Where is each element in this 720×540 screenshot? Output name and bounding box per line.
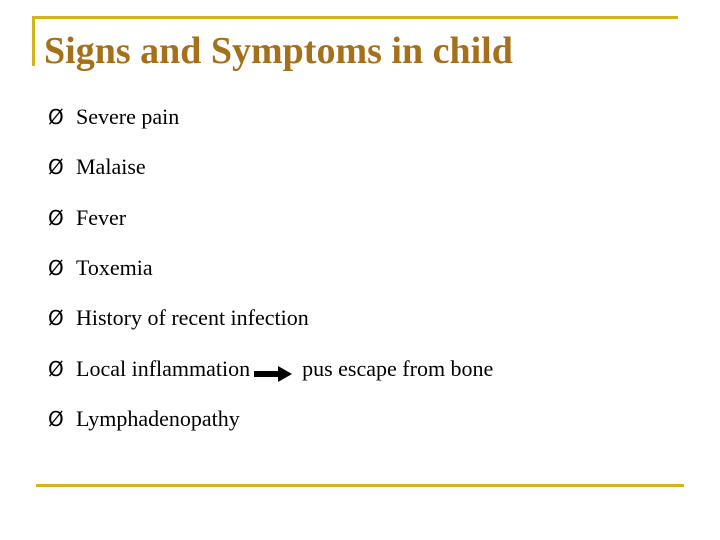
list-item xyxy=(48,193,493,243)
frame-top-line xyxy=(32,16,678,19)
bullet-text: Malaise xyxy=(76,154,146,180)
list-item xyxy=(48,293,493,343)
arrowhead-bullet-icon: Ø xyxy=(48,306,64,331)
bullet-text-after-arrow: pus escape from bone xyxy=(302,355,494,381)
right-arrow-icon xyxy=(254,362,292,388)
bullet-text: Severe pain xyxy=(76,104,180,130)
list-item xyxy=(48,142,493,192)
frame-bottom-line xyxy=(36,484,684,487)
bullet-text: History of recent infection xyxy=(76,305,309,331)
bullet-text: Local inflammation xyxy=(76,355,251,381)
frame-left-line xyxy=(32,16,35,66)
arrowhead-bullet-icon: Ø xyxy=(48,155,64,180)
bullet-text: Fever xyxy=(76,204,127,230)
list-item xyxy=(48,243,493,293)
arrowhead-bullet-icon: Ø xyxy=(48,356,64,381)
arrowhead-bullet-icon: Ø xyxy=(48,205,64,230)
list-item xyxy=(48,92,493,142)
bullet-text: Toxemia xyxy=(76,255,153,281)
list-item xyxy=(48,343,493,393)
slide-title: Signs and Symptoms in child xyxy=(44,30,513,72)
bullet-text: Lymphadenopathy xyxy=(76,405,240,431)
arrowhead-bullet-icon: Ø xyxy=(48,406,64,431)
bullet-list xyxy=(48,92,493,444)
arrowhead-bullet-icon: Ø xyxy=(48,105,64,130)
list-item xyxy=(48,394,493,444)
arrowhead-bullet-icon: Ø xyxy=(48,256,64,281)
